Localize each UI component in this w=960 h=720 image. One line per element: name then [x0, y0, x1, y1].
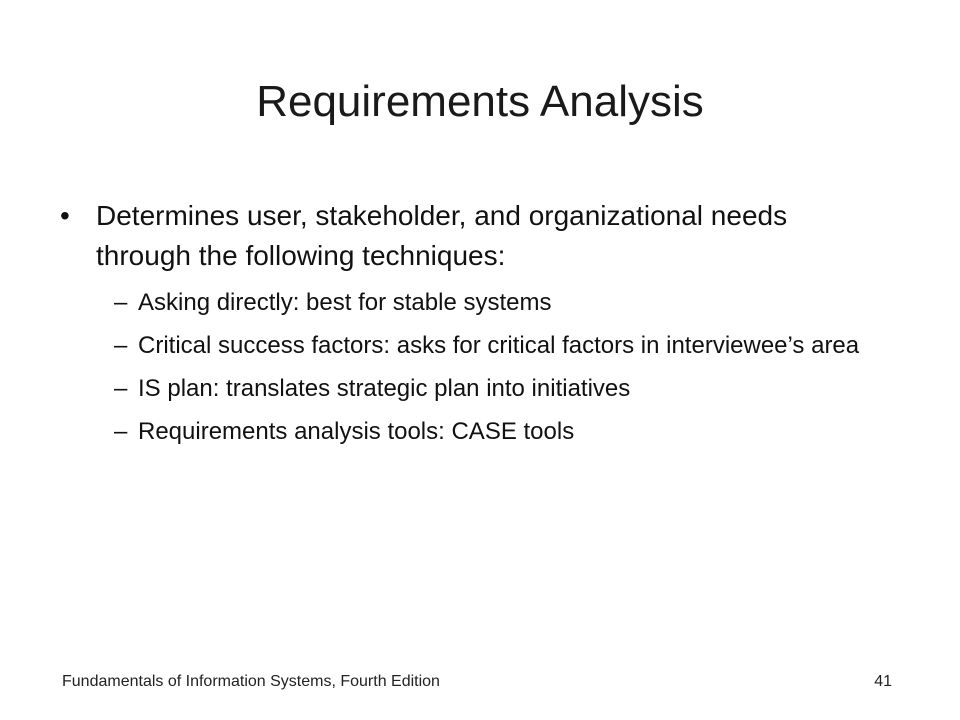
sub-bullet-text: Requirements analysis tools: CASE tools — [138, 418, 575, 445]
sub-bullet-dash: – — [114, 289, 128, 316]
sub-bullet-text: Asking directly: best for stable systems — [138, 289, 552, 316]
sub-bullet-text: Critical success factors: asks for critical factors in interviewee’s area — [138, 332, 860, 359]
sub-bullet-text: IS plan: translates strategic plan into initiatives — [138, 375, 631, 402]
sub-bullet-dash: – — [114, 375, 128, 402]
page-number: 41 — [874, 673, 892, 690]
sub-bullet-item — [60, 329, 860, 363]
bullet-marker: • — [60, 200, 70, 231]
sub-bullet-dash: – — [114, 418, 128, 445]
slide-title: Requirements Analysis — [256, 77, 704, 126]
sub-bullet-item — [60, 372, 860, 406]
sub-bullet-item — [60, 286, 860, 320]
slide-body — [60, 196, 860, 458]
main-bullet — [60, 196, 860, 276]
sub-bullet-item — [60, 415, 860, 449]
main-bullet-text: Determines user, stakeholder, and organizational needs through the following techniques: — [96, 200, 788, 271]
footer-source: Fundamentals of Information Systems, Fourth Edition — [62, 673, 440, 690]
sub-bullet-list — [60, 286, 860, 449]
sub-bullet-dash: – — [114, 332, 128, 359]
